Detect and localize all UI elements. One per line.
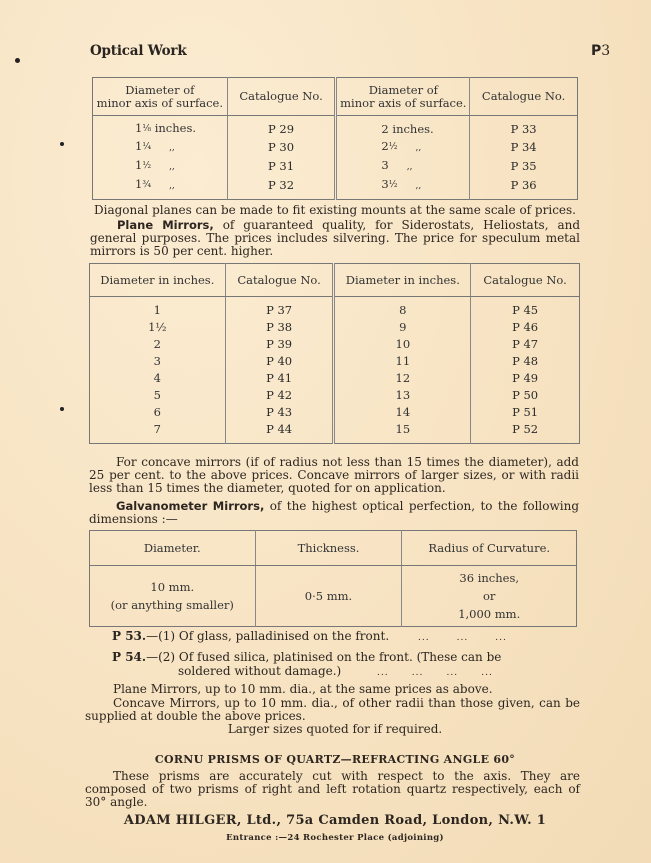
diameter-cell: 2½ ,, xyxy=(336,138,470,157)
catalogue-no-cell: P 43 xyxy=(225,404,334,421)
catalogue-no-cell: P 45 xyxy=(471,297,580,320)
col-header-radius: Radius of Curvature. xyxy=(402,531,577,566)
larger-sizes-note: Larger sizes quoted for if required. xyxy=(227,722,443,736)
catalogue-no-cell: P 38 xyxy=(225,319,334,336)
table-row xyxy=(90,370,580,387)
catalogue-no-cell: P 41 xyxy=(225,370,334,387)
diameter-cell: 1⅛ inches. xyxy=(135,121,197,135)
plane-mirrors-paragraph: Plane Mirrors, of guaranteed quality, for Siderostats, Heliostats, and general purposes. The prices includes silvering. The price for speculum metal mirrors is 50 per cent. higher. xyxy=(90,218,581,258)
col-header-diameter: Diameter in inches. xyxy=(90,264,226,297)
table-row xyxy=(90,387,580,404)
plane-mirrors-small-note: Plane Mirrors, up to 10 mm. dia., at the same prices as above. xyxy=(113,682,493,696)
diameter-cell: 3 ,, xyxy=(336,157,470,176)
col-header-catalogue: Catalogue No. xyxy=(471,264,580,297)
galvanometer-paragraph: Galvanometer Mirrors, of the highest optical perfection, to the following dimensions :— xyxy=(89,499,579,526)
catalogue-no-cell: P 52 xyxy=(471,421,580,444)
diameter-cell: 1¾ ,, xyxy=(135,177,175,191)
col-header-diameter: Diameter in inches. xyxy=(334,264,471,297)
table-row xyxy=(93,138,578,157)
catalogue-no-cell: P 29 xyxy=(227,116,336,139)
catalogue-no-cell: P 48 xyxy=(471,353,580,370)
diameter-cell: 1¼ ,, xyxy=(135,139,175,153)
table-row xyxy=(93,176,578,200)
table-header-row xyxy=(90,531,577,566)
binding-hole-mark xyxy=(15,58,20,63)
thickness-cell: 0·5 mm. xyxy=(255,566,402,627)
diameter-cell: 11 xyxy=(334,353,471,370)
catalogue-no-cell: P 46 xyxy=(471,319,580,336)
diameter-cell: 9 xyxy=(334,319,471,336)
cornu-prisms-heading: CORNU PRISMS OF QUARTZ—REFRACTING ANGLE 60° xyxy=(154,753,516,766)
radius-cell: 36 inches, or 1,000 mm. xyxy=(402,566,577,627)
table-row xyxy=(90,566,577,627)
table-header-row xyxy=(90,264,580,297)
table-row xyxy=(90,336,580,353)
catalogue-no-cell: P 49 xyxy=(471,370,580,387)
col-header-catalogue: Catalogue No. xyxy=(227,78,336,116)
item-p54-continued: soldered without damage.) xyxy=(178,664,342,678)
diameter-cell: 3½ ,, xyxy=(336,176,470,200)
item-p54: P 54.—(2) Of fused silica, platinised on the front. (These can be xyxy=(112,650,502,664)
col-header-catalogue: Catalogue No. xyxy=(470,78,578,116)
catalogue-no-cell: P 32 xyxy=(227,176,336,200)
col-header-diameter: Diameter. xyxy=(90,531,256,566)
diameter-cell: 15 xyxy=(334,421,471,444)
plane-mirrors-table xyxy=(89,263,580,444)
page-number: P3 xyxy=(591,43,611,59)
catalogue-no-cell: P 42 xyxy=(225,387,334,404)
galvanometer-mirrors-table xyxy=(89,530,577,627)
catalogue-no-cell: P 30 xyxy=(227,138,336,157)
diameter-cell: 7 xyxy=(153,422,161,436)
elliptical-flats-table xyxy=(92,77,578,200)
col-header-diameter: Diameter of minor axis of surface. xyxy=(336,78,470,116)
leader-dots: ... ... ... xyxy=(418,633,507,643)
diameter-cell: 5 xyxy=(153,388,161,402)
table-row xyxy=(90,319,580,336)
table-row xyxy=(90,404,580,421)
diameter-cell: 14 xyxy=(334,404,471,421)
diameter-cell: 6 xyxy=(153,405,161,419)
concave-mirrors-paragraph: For concave mirrors (if of radius not less than 15 times the diameter), add 25 per cent. to the above prices. Concave mirrors of larger sizes, or with radii less than 15 times the diameter, quoted for on application. xyxy=(89,455,579,495)
concave-mirrors-small-note: Concave Mirrors, up to 10 mm. dia., of other radii than those given, can be supplied at double the above prices. xyxy=(85,696,580,723)
diameter-cell: 13 xyxy=(334,387,471,404)
catalogue-no-cell: P 34 xyxy=(470,138,578,157)
diameter-cell: 3 xyxy=(153,354,161,368)
catalogue-no-cell: P 51 xyxy=(471,404,580,421)
publisher-address: ADAM HILGER, Ltd., 75a Camden Road, London, N.W. 1 xyxy=(123,813,547,828)
diameter-cell: 8 xyxy=(334,297,471,320)
catalogue-no-cell: P 40 xyxy=(225,353,334,370)
col-header-thickness: Thickness. xyxy=(255,531,402,566)
catalogue-no-cell: P 36 xyxy=(470,176,578,200)
catalogue-no-cell: P 31 xyxy=(227,157,336,176)
diameter-cell: 4 xyxy=(153,371,161,385)
speck-mark xyxy=(60,142,64,146)
table-row xyxy=(90,353,580,370)
table-row xyxy=(90,421,580,444)
diameter-cell: 1½ ,, xyxy=(135,158,175,172)
running-head-title: Optical Work xyxy=(90,43,187,59)
diameter-cell: 10 mm. (or anything smaller) xyxy=(110,580,234,612)
speck-mark xyxy=(60,407,64,411)
table-row xyxy=(93,157,578,176)
catalogue-no-cell: P 33 xyxy=(470,116,578,139)
entrance-note: Entrance :—24 Rochester Place (adjoining) xyxy=(226,833,444,843)
diameter-cell: 12 xyxy=(334,370,471,387)
item-p53: P 53.—(1) Of glass, palladinised on the front. xyxy=(112,629,390,643)
catalogue-no-cell: P 35 xyxy=(470,157,578,176)
diagonal-planes-note: Diagonal planes can be made to fit existing mounts at the same scale of prices. xyxy=(94,203,576,217)
table-row xyxy=(93,116,578,139)
catalogue-no-cell: P 50 xyxy=(471,387,580,404)
table-header-row xyxy=(93,78,578,116)
diameter-cell: 1½ xyxy=(148,320,167,334)
diameter-cell: 1 xyxy=(153,303,161,317)
catalogue-no-cell: P 39 xyxy=(225,336,334,353)
cornu-prisms-paragraph: These prisms are accurately cut with respect to the axis. They are composed of two prisms of right and left rotation quartz respectively, each of 30° angle. xyxy=(85,769,580,809)
diameter-cell: 2 xyxy=(153,337,161,351)
catalogue-no-cell: P 44 xyxy=(225,421,334,444)
catalogue-no-cell: P 47 xyxy=(471,336,580,353)
catalogue-no-cell: P 37 xyxy=(225,297,334,320)
col-header-diameter: Diameter of minor axis of surface. xyxy=(93,78,228,116)
leader-dots: ... ... ... ... xyxy=(377,668,493,678)
col-header-catalogue: Catalogue No. xyxy=(225,264,334,297)
diameter-cell: 10 xyxy=(334,336,471,353)
table-row xyxy=(90,297,580,320)
diameter-cell: 2 inches. xyxy=(336,116,470,139)
